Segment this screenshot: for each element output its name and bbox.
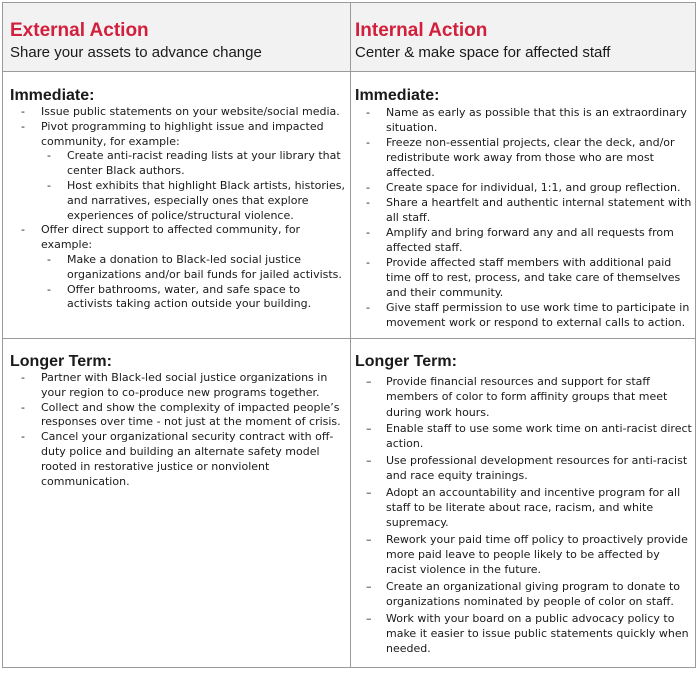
- bullet-dash: -: [366, 256, 370, 269]
- list-item: [355, 421, 693, 452]
- list-item-text: Freeze non-essential projects, clear the deck, and/or redistribute work away from those who are most affected.: [386, 136, 675, 179]
- external-longer-cell: [10, 352, 348, 664]
- internal-immediate-cell: [355, 86, 693, 336]
- list-item: [355, 255, 693, 300]
- list-item: [355, 225, 693, 255]
- bullet-dash: -: [366, 196, 370, 209]
- list-item-text: Work with your board on a public advocacy policy to make it easier to issue public statements quickly when needed.: [386, 611, 689, 656]
- bullet-dash: -: [21, 105, 25, 118]
- list-item: [10, 371, 348, 401]
- list-item-text: Share a heartfelt and authentic internal statement with all staff.: [386, 196, 692, 224]
- list-item: [10, 105, 348, 120]
- list-item: [10, 120, 348, 150]
- list-item-text: Adopt an accountability and incentive program for all staff to be literate about race, racism, and white supremacy.: [386, 485, 681, 530]
- list-item: [10, 179, 348, 223]
- list-item: [355, 180, 693, 195]
- list-item: [355, 532, 693, 578]
- list-item-text: Give staff permission to use work time to participate in movement work or respond to external calls to action.: [386, 301, 690, 329]
- internal-immediate-title: Immediate:: [355, 87, 440, 104]
- list-item: [10, 401, 348, 431]
- bullet-dash: -: [47, 252, 51, 266]
- header-divider: [3, 71, 695, 72]
- list-item-text: Create space for individual, 1:1, and group reflection.: [386, 181, 681, 194]
- bullet-dash: -: [366, 106, 370, 119]
- list-item: [355, 195, 693, 225]
- internal-immediate-list: [355, 105, 693, 330]
- internal-longer-title: Longer Term:: [355, 353, 457, 370]
- external-immediate-list: [10, 105, 348, 312]
- list-item: [355, 485, 693, 531]
- external-immediate-cell: [10, 86, 348, 336]
- bullet-dash: -: [47, 282, 51, 296]
- list-item-text: Cancel your organizational security contract with off-duty police and building an alternate safety model rooted in restorative justice or nonviolent communication.: [41, 430, 334, 488]
- bullet-dash: -: [366, 226, 370, 239]
- list-item-text: Provide financial resources and support for staff members of color to form affinity groups that meet during work hours.: [386, 375, 668, 419]
- list-item-text: Issue public statements on your website/social media.: [41, 105, 340, 118]
- action-table: [2, 2, 696, 668]
- bullet-dash: -: [21, 223, 25, 237]
- bullet-dash: -: [366, 136, 370, 149]
- internal-subtitle: Center & make space for affected staff: [355, 44, 611, 61]
- external-immediate-title: Immediate:: [10, 87, 95, 104]
- bullet-dash: –: [366, 579, 372, 593]
- bullet-dash: -: [366, 301, 370, 314]
- list-item: [355, 579, 693, 610]
- list-item-text: Create anti-racist reading lists at your library that center Black authors.: [67, 149, 341, 178]
- list-item: [10, 149, 348, 179]
- external-longer-title: Longer Term:: [10, 353, 112, 370]
- list-item-text: Rework your paid time off policy to proactively provide more paid leave to people likely to be affected by racist violence in the future.: [386, 532, 688, 577]
- list-item: [10, 223, 348, 253]
- list-item-text: Amplify and bring forward any and all requests from affected staff.: [386, 226, 674, 254]
- bullet-dash: –: [366, 422, 372, 436]
- list-item: [355, 374, 693, 420]
- list-item-text: Collect and show the complexity of impacted people’s responses over time - not just at the moment of crisis.: [41, 400, 341, 429]
- list-item: [355, 611, 693, 657]
- list-item: [10, 283, 348, 313]
- list-item-text: Create an organizational giving program to donate to organizations nominated by people of color on staff.: [386, 579, 681, 609]
- bullet-dash: –: [366, 611, 372, 625]
- bullet-dash: –: [366, 375, 372, 388]
- list-item-text: Provide affected staff members with additional paid time off to rest, process, and take care of themselves and their community.: [386, 256, 681, 299]
- list-item: [10, 253, 348, 283]
- list-item-text: Offer bathrooms, water, and safe space to activists taking action outside your building.: [67, 282, 312, 311]
- internal-header: [355, 20, 691, 63]
- list-item-text: Make a donation to Black-led social justice organizations and/or bail funds for jailed activists.: [67, 252, 342, 281]
- bullet-dash: –: [366, 485, 372, 499]
- list-item-text: Name as early as possible that this is an extraordinary situation.: [386, 106, 687, 134]
- bullet-dash: -: [21, 371, 25, 384]
- bullet-dash: –: [366, 453, 372, 467]
- list-item-text: Offer direct support to affected community, for example:: [41, 223, 301, 252]
- column-divider: [350, 3, 351, 667]
- bullet-dash: –: [366, 532, 372, 546]
- external-subtitle: Share your assets to advance change: [10, 44, 262, 61]
- list-item-text: Enable staff to use some work time on anti-racist direct action.: [386, 422, 692, 451]
- internal-longer-list: [355, 374, 693, 656]
- bullet-dash: -: [47, 149, 51, 163]
- internal-longer-cell: [355, 352, 693, 664]
- list-item: [355, 300, 693, 330]
- external-longer-list: [10, 371, 348, 489]
- internal-title: Internal Action: [355, 20, 488, 41]
- list-item: [355, 135, 693, 180]
- list-item-text: Host exhibits that highlight Black artists, histories, and narratives, especially ones that explore experiences of police/structural violence.: [67, 178, 345, 222]
- list-item: [355, 453, 693, 484]
- bullet-dash: -: [21, 400, 25, 414]
- bullet-dash: -: [366, 181, 370, 194]
- external-title: External Action: [10, 20, 149, 41]
- list-item-text: Pivot programming to highlight issue and impacted community, for example:: [41, 119, 324, 148]
- list-item-text: Use professional development resources for anti-racist and race equity trainings.: [386, 453, 688, 483]
- bullet-dash: -: [47, 178, 51, 192]
- row-divider: [3, 338, 695, 339]
- list-item: [355, 105, 693, 135]
- bullet-dash: -: [21, 119, 25, 133]
- external-header: [10, 20, 346, 63]
- list-item-text: Partner with Black-led social justice organizations in your region to co-produce new programs together.: [41, 371, 328, 399]
- list-item: [10, 430, 348, 489]
- bullet-dash: -: [21, 430, 25, 444]
